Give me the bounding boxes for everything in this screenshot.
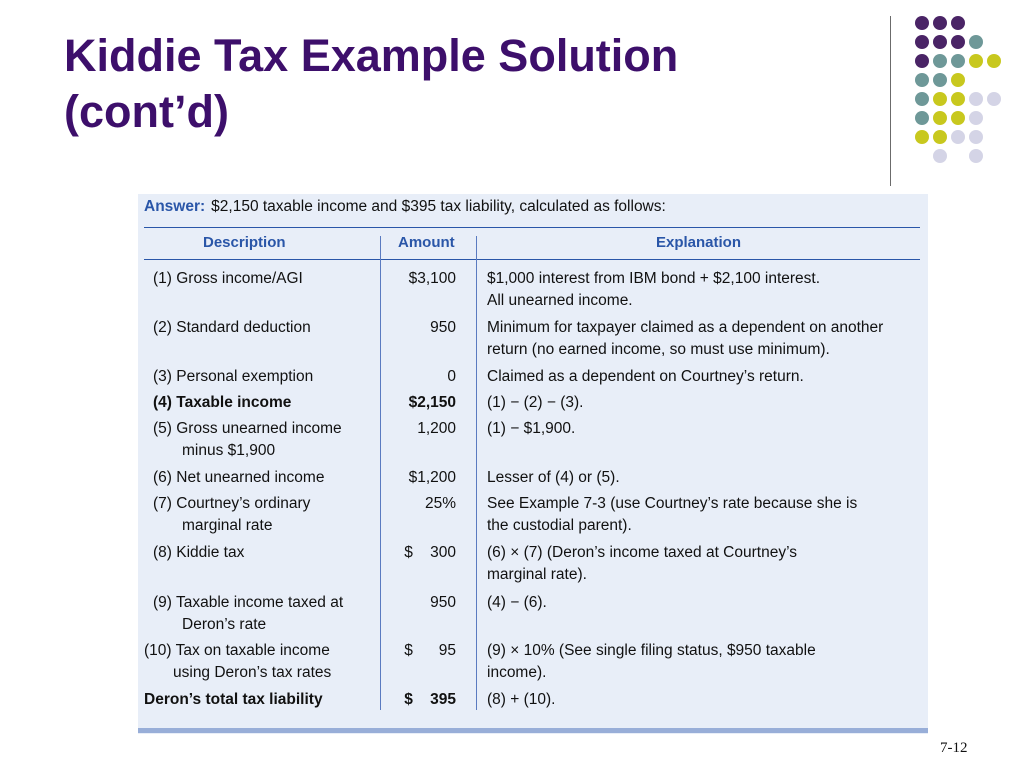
decor-dot <box>951 35 965 49</box>
decor-dot <box>915 111 929 125</box>
decor-dot <box>915 130 929 144</box>
row-description <box>153 268 303 290</box>
column-separator-2 <box>476 236 477 710</box>
row-amount: $ 300 <box>404 544 456 561</box>
row-explanation <box>487 317 883 361</box>
row-description-line: (2) Standard deduction <box>153 319 311 336</box>
row-description-line: (7) Courtney’s ordinary <box>153 495 311 512</box>
row-description-line: (3) Personal exemption <box>153 368 314 385</box>
decor-dot <box>933 149 947 163</box>
decor-dot <box>951 111 965 125</box>
row-explanation-line: See Example 7-3 (use Courtney’s rate because she is <box>487 495 858 512</box>
row-description-line: Deron’s total tax liability <box>144 691 323 708</box>
row-explanation-line: (1) − (2) − (3). <box>487 394 584 411</box>
row-amount: 1,200 <box>417 420 456 437</box>
decor-dot <box>987 54 1001 68</box>
decor-dot <box>915 54 929 68</box>
decor-dot <box>969 92 983 106</box>
row-description-line: (10) Tax on taxable income <box>144 642 330 659</box>
row-explanation-line: Claimed as a dependent on Courtney’s return. <box>487 368 804 385</box>
row-description-line: marginal rate <box>182 517 273 534</box>
row-explanation-line: (1) − $1,900. <box>487 420 576 437</box>
answer-label: Answer: <box>144 198 206 215</box>
decor-dot <box>951 16 965 30</box>
row-explanation-line: (8) + (10). <box>487 691 556 708</box>
row-explanation-line: return (no earned income, so must use minimum). <box>487 341 830 358</box>
decor-dot <box>951 73 965 87</box>
row-explanation-line: All unearned income. <box>487 292 633 309</box>
decor-dot <box>915 35 929 49</box>
row-explanation <box>487 640 816 684</box>
slide-title-line-2: (cont’d) <box>64 86 229 137</box>
answer-line <box>144 198 666 216</box>
row-explanation <box>487 542 797 586</box>
row-explanation <box>487 493 857 537</box>
row-description <box>153 592 343 636</box>
decor-dot <box>969 130 983 144</box>
row-explanation-line: $1,000 interest from IBM bond + $2,100 interest. <box>487 270 821 287</box>
row-explanation <box>487 268 820 312</box>
decor-dot <box>933 92 947 106</box>
row-explanation-line: Lesser of (4) or (5). <box>487 469 620 486</box>
panel-bottom-border <box>138 728 928 733</box>
decor-dot <box>987 92 1001 106</box>
row-description-line: minus $1,900 <box>182 442 276 459</box>
decor-dot <box>933 130 947 144</box>
row-explanation <box>487 418 575 440</box>
row-explanation-line: the custodial parent). <box>487 517 632 534</box>
row-amount: $3,100 <box>408 270 456 287</box>
row-description-line: (8) Kiddie tax <box>153 544 245 561</box>
header-explanation: Explanation <box>656 234 742 251</box>
answer-text: $2,150 taxable income and $395 tax liability, calculated as follows: <box>211 198 666 215</box>
row-explanation <box>487 366 804 388</box>
decor-dot <box>951 54 965 68</box>
decor-dot <box>933 35 947 49</box>
row-amount: 0 <box>447 368 456 385</box>
decor-dot <box>933 73 947 87</box>
row-amount: $ 395 <box>404 691 456 708</box>
row-explanation <box>487 689 555 711</box>
row-explanation-line: income). <box>487 664 547 681</box>
decor-dot <box>969 54 983 68</box>
row-explanation <box>487 392 583 414</box>
row-amount: $1,200 <box>408 469 456 486</box>
row-explanation <box>487 467 620 489</box>
row-description-line: (4) Taxable income <box>153 394 292 411</box>
decorative-divider <box>890 16 891 186</box>
decor-dot <box>951 130 965 144</box>
decor-dot <box>951 92 965 106</box>
decor-dot <box>915 73 929 87</box>
slide-title <box>64 28 864 140</box>
row-description <box>153 392 291 414</box>
header-description: Description <box>203 234 286 251</box>
row-description <box>153 542 244 564</box>
row-amount: 950 <box>430 319 456 336</box>
row-amount: 25% <box>424 495 456 512</box>
decor-dot <box>969 35 983 49</box>
row-description-line: (1) Gross income/AGI <box>153 270 303 287</box>
row-description-line: Deron’s rate <box>182 616 267 633</box>
decor-dot <box>969 111 983 125</box>
row-description <box>144 689 323 711</box>
row-explanation <box>487 592 547 614</box>
decor-dot <box>969 149 983 163</box>
table-header-rule <box>144 259 920 260</box>
decor-dot <box>933 111 947 125</box>
decor-dot <box>933 54 947 68</box>
row-description <box>153 418 342 462</box>
row-description <box>144 640 331 684</box>
decor-dot <box>915 92 929 106</box>
decor-dot <box>915 16 929 30</box>
table-top-rule <box>144 227 920 228</box>
row-description <box>153 317 311 339</box>
row-description-line: using Deron’s tax rates <box>173 664 332 681</box>
page-number: 7-12 <box>940 740 968 756</box>
row-amount: $2,150 <box>408 394 456 411</box>
row-explanation-line: (4) − (6). <box>487 594 547 611</box>
column-separator-1 <box>380 236 381 710</box>
row-explanation-line: (6) × (7) (Deron’s income taxed at Courtney’s <box>487 544 797 561</box>
row-explanation-line: Minimum for taxpayer claimed as a dependent on another <box>487 319 884 336</box>
row-description-line: (9) Taxable income taxed at <box>153 594 344 611</box>
row-description-line: (5) Gross unearned income <box>153 420 342 437</box>
row-description <box>153 493 310 537</box>
row-description-line: (6) Net unearned income <box>153 469 325 486</box>
slide-title-line-1: Kiddie Tax Example Solution <box>64 30 679 81</box>
row-explanation-line: (9) × 10% (See single filing status, $950 taxable <box>487 642 816 659</box>
row-amount: 950 <box>430 594 456 611</box>
row-description <box>153 467 324 489</box>
decor-dot <box>933 16 947 30</box>
row-amount: $ 95 <box>404 642 456 659</box>
row-description <box>153 366 313 388</box>
row-explanation-line: marginal rate). <box>487 566 587 583</box>
header-amount: Amount <box>398 234 455 251</box>
